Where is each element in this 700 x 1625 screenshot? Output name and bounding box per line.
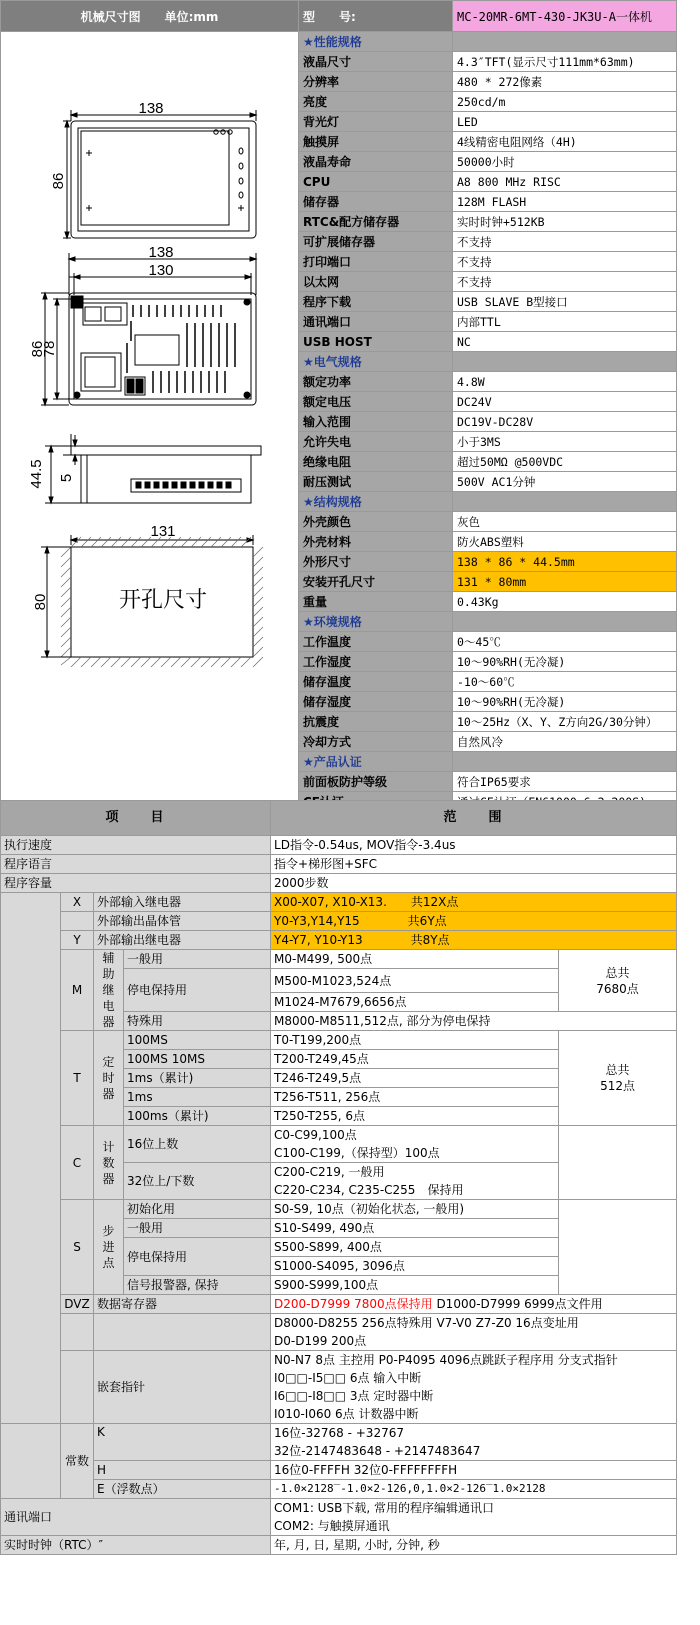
program-capacity-label: 程序容量 bbox=[1, 874, 271, 893]
m-total: 总共 7680点 bbox=[559, 950, 677, 1012]
spec-key: 工作温度 bbox=[299, 632, 453, 652]
drawing-header: 机械尺寸图 单位:mm bbox=[1, 1, 299, 32]
m3-value: M8000-M8511,512点, 部分为停电保持 bbox=[271, 1012, 677, 1031]
spec-value: DC19V-DC28V bbox=[453, 412, 677, 432]
nest-value-3: I6□□-I8□□ 3点 定时器中断 bbox=[271, 1387, 677, 1405]
e-value: -1.0×2128‾-1.0×2-126,0,1.0×2-126‾1.0×2128 bbox=[271, 1480, 677, 1499]
spec-value: USB SLAVE B型接口 bbox=[453, 292, 677, 312]
m-group bbox=[94, 950, 124, 1031]
t3-value: T246-T249,5点 bbox=[271, 1069, 559, 1088]
c1-value-2: C100-C199,（保持型）100点 bbox=[271, 1144, 559, 1163]
h-value: 16位0-FFFFH 32位0-FFFFFFFFH bbox=[271, 1461, 677, 1480]
e-code: E（浮数点） bbox=[94, 1480, 271, 1499]
spec-key: 外壳颜色 bbox=[299, 512, 453, 532]
s3-key: 停电保持用 bbox=[124, 1238, 271, 1276]
c-group bbox=[94, 1126, 124, 1200]
spec-value: 小于3MS bbox=[453, 432, 677, 452]
back-width-outer-dim: 138 bbox=[148, 244, 174, 261]
c2-value-2: C220-C234, C235-C255 保持用 bbox=[271, 1181, 559, 1200]
spec-section-filler bbox=[453, 492, 677, 512]
spec-key: 液晶寿命 bbox=[299, 152, 453, 172]
spec-value: 4线精密电阻网络（4H) bbox=[453, 132, 677, 152]
spec-key: 冷却方式 bbox=[299, 732, 453, 752]
spec-key: 前面板防护等级 bbox=[299, 772, 453, 792]
t4-value: T256-T511, 256点 bbox=[271, 1088, 559, 1107]
spec-value: 内部TTL bbox=[453, 312, 677, 332]
t1-value: T0-T199,200点 bbox=[271, 1031, 559, 1050]
spec-value: 实时时钟+512KB bbox=[453, 212, 677, 232]
nest-value-4: I010-I060 6点 计数器中断 bbox=[271, 1405, 677, 1424]
c-group-text: 计数器 bbox=[102, 1139, 115, 1186]
rtc-label: 实时时钟（RTC）″ bbox=[1, 1536, 271, 1555]
spec-section-title: ★电气规格 bbox=[299, 352, 453, 372]
c-code: C bbox=[61, 1126, 94, 1200]
s1-value: S0-S9, 10点（初始化状态, 一般用) bbox=[271, 1200, 559, 1219]
model-value: MC-20MR-6MT-430-JK3U-A一体机 bbox=[453, 1, 677, 32]
spec-value: -10～60℃ bbox=[453, 672, 677, 692]
nest-value-2: I0□□-I5□□ 6点 输入中断 bbox=[271, 1369, 677, 1387]
c2-key: 32位上/下数 bbox=[124, 1163, 271, 1200]
spec-value: 符合IP65要求 bbox=[453, 772, 677, 792]
spec-key: 储存温度 bbox=[299, 672, 453, 692]
h-code: H bbox=[94, 1461, 271, 1480]
t-total: 总共 512点 bbox=[559, 1031, 677, 1126]
c1-key: 16位上数 bbox=[124, 1126, 271, 1163]
m2-value-1: M500-M1023,524点 bbox=[271, 969, 559, 993]
exec-speed-value: LD指令-0.54us, MOV指令-3.4us bbox=[271, 836, 677, 855]
t5-key: 100ms（累计) bbox=[124, 1107, 271, 1126]
const-group-cell bbox=[1, 1424, 61, 1499]
comm-value-2: COM2: 与触摸屏通讯 bbox=[271, 1517, 677, 1536]
dvz-value-3: D0-D199 200点 bbox=[271, 1332, 677, 1351]
head-range: 范 围 bbox=[271, 801, 677, 836]
x-name: 外部输入继电器 bbox=[94, 893, 271, 912]
nest-name: 嵌套指针 bbox=[94, 1351, 271, 1424]
s3-value-1: S500-S899, 400点 bbox=[271, 1238, 559, 1257]
y-code: Y bbox=[61, 931, 94, 950]
spec-value: 不支持 bbox=[453, 232, 677, 252]
side-depth-dim: 44.5 bbox=[28, 459, 45, 489]
nest-value-1: N0-N7 8点 主控用 P0-P4095 4096点跳跃子程序用 分支式指针 bbox=[271, 1351, 677, 1370]
t1-key: 100MS bbox=[124, 1031, 271, 1050]
spec-key: 输入范围 bbox=[299, 412, 453, 432]
spec-value: 131 * 80mm bbox=[453, 572, 677, 592]
back-width-inner-dim: 130 bbox=[148, 262, 174, 279]
spec-value: A8 800 MHz RISC bbox=[453, 172, 677, 192]
spec-key: 触摸屏 bbox=[299, 132, 453, 152]
spec-value: 250cd/m bbox=[453, 92, 677, 112]
spec-section-title: ★环境规格 bbox=[299, 612, 453, 632]
t2-key: 100MS 10MS bbox=[124, 1050, 271, 1069]
t-group-text: 定时器 bbox=[102, 1055, 115, 1101]
spec-value: 10～90%RH(无冷凝) bbox=[453, 692, 677, 712]
spec-key: 亮度 bbox=[299, 92, 453, 112]
spec-section-title: ★结构规格 bbox=[299, 492, 453, 512]
spec-key: 额定功率 bbox=[299, 372, 453, 392]
k-value-2: 32位-2147483648 - +2147483647 bbox=[271, 1442, 677, 1461]
m-group-text: 辅助继电器 bbox=[102, 951, 115, 1029]
spec-section-filler bbox=[453, 352, 677, 372]
spec-key: 程序下载 bbox=[299, 292, 453, 312]
spec-value: DC24V bbox=[453, 392, 677, 412]
spec-key: 耐压测试 bbox=[299, 472, 453, 492]
model-label: 型 号: bbox=[299, 1, 453, 32]
spec-key: 储存湿度 bbox=[299, 692, 453, 712]
y-value: Y4-Y7, Y10-Y13 共8Y点 bbox=[271, 931, 677, 950]
spec-section-filler bbox=[453, 612, 677, 632]
t-code: T bbox=[61, 1031, 94, 1126]
spec-key: 以太网 bbox=[299, 272, 453, 292]
yt-value: Y0-Y3,Y14,Y15 共6Y点 bbox=[271, 912, 677, 931]
back-height-outer-dim: 86 bbox=[29, 340, 46, 358]
t5-value: T250-T255, 6点 bbox=[271, 1107, 559, 1126]
spec-key: 打印端口 bbox=[299, 252, 453, 272]
dvz-value-1 bbox=[271, 1295, 677, 1314]
back-height-inner-dim: 78 bbox=[41, 340, 58, 358]
k-value-1: 16位-32768 - +32767 bbox=[271, 1424, 677, 1443]
front-height-dim: 86 bbox=[50, 172, 67, 190]
t-group bbox=[94, 1031, 124, 1126]
cutout-height-dim: 80 bbox=[32, 593, 49, 611]
spec-value: 4.3″TFT(显示尺寸111mm*63mm) bbox=[453, 52, 677, 72]
comm-value-1: COM1: USB下载, 常用的程序编辑通讯口 bbox=[271, 1499, 677, 1518]
dvz-value-1-red: D200-D7999 7800点保持用 bbox=[274, 1297, 433, 1311]
dvz-name: 数据寄存器 bbox=[94, 1295, 271, 1314]
spec-value: 防火ABS塑料 bbox=[453, 532, 677, 552]
const-name: 常数 bbox=[61, 1424, 94, 1499]
spec-value: 138 * 86 * 44.5mm bbox=[453, 552, 677, 572]
s3-value-2: S1000-S4095, 3096点 bbox=[271, 1257, 559, 1276]
spec-key: 液晶尺寸 bbox=[299, 52, 453, 72]
c-total-cell bbox=[559, 1126, 677, 1200]
spec-key: 分辨率 bbox=[299, 72, 453, 92]
s-group-text: 步进点 bbox=[102, 1224, 115, 1270]
head-item: 项 目 bbox=[1, 801, 271, 836]
m1-value: M0-M499, 500点 bbox=[271, 950, 559, 969]
s1-key: 初始化用 bbox=[124, 1200, 271, 1219]
spec-value: 50000小时 bbox=[453, 152, 677, 172]
spec-value: 128M FLASH bbox=[453, 192, 677, 212]
nest-code bbox=[61, 1351, 94, 1424]
spec-section-title: ★产品认证 bbox=[299, 752, 453, 772]
t4-key: 1ms bbox=[124, 1088, 271, 1107]
spec-section-title: ★性能规格 bbox=[299, 32, 453, 52]
spec-value: NC bbox=[453, 332, 677, 352]
x-code: X bbox=[61, 893, 94, 912]
spec-value: 不支持 bbox=[453, 272, 677, 292]
spec-section-filler bbox=[453, 32, 677, 52]
yt-code bbox=[61, 912, 94, 931]
spec-key: 抗震度 bbox=[299, 712, 453, 732]
t2-value: T200-T249,45点 bbox=[271, 1050, 559, 1069]
m1-key: 一般用 bbox=[124, 950, 271, 969]
spec-key: 外壳材料 bbox=[299, 532, 453, 552]
spec-value: 4.8W bbox=[453, 372, 677, 392]
spec-value: 10～90%RH(无冷凝) bbox=[453, 652, 677, 672]
yt-name: 外部输出晶体管 bbox=[94, 912, 271, 931]
m3-key: 特殊用 bbox=[124, 1012, 271, 1031]
program-language-label: 程序语言 bbox=[1, 855, 271, 874]
spec-key: CPU bbox=[299, 172, 453, 192]
spec-key: 额定电压 bbox=[299, 392, 453, 412]
x-value: X00-X07, X10-X13. 共12X点 bbox=[271, 893, 677, 912]
spec-key: 背光灯 bbox=[299, 112, 453, 132]
m2-key: 停电保持用 bbox=[124, 969, 271, 1012]
front-width-dim: 138 bbox=[138, 100, 164, 117]
dvz-value-1-rest: D1000-D7999 6999点文件用 bbox=[432, 1297, 603, 1311]
spec-value: 超过50MΩ @500VDC bbox=[453, 452, 677, 472]
spec-key: 储存器 bbox=[299, 192, 453, 212]
program-capacity-value: 2000步数 bbox=[271, 874, 677, 893]
cutout-label: 开孔尺寸 bbox=[118, 587, 208, 612]
capability-table bbox=[0, 800, 677, 1555]
s4-key: 信号报警器, 保持 bbox=[124, 1276, 271, 1295]
exec-speed-label: 执行速度 bbox=[1, 836, 271, 855]
m2-value-2: M1024-M7679,6656点 bbox=[271, 993, 559, 1012]
spec-value: 10～25Hz（X、Y、Z方向2G/30分钟） bbox=[453, 712, 677, 732]
s2-key: 一般用 bbox=[124, 1219, 271, 1238]
s-total-cell bbox=[559, 1200, 677, 1295]
program-language-value: 指令+梯形图+SFC bbox=[271, 855, 677, 874]
front-view bbox=[63, 110, 256, 238]
k-code: K bbox=[94, 1424, 271, 1461]
y-name: 外部输出继电器 bbox=[94, 931, 271, 950]
spec-value: 灰色 bbox=[453, 512, 677, 532]
comm-label: 通讯端口 bbox=[1, 1499, 271, 1536]
spec-value: LED bbox=[453, 112, 677, 132]
spec-key: 外形尺寸 bbox=[299, 552, 453, 572]
c1-value-1: C0-C99,100点 bbox=[271, 1126, 559, 1145]
rtc-value: 年, 月, 日, 星期, 小时, 分钟, 秒 bbox=[271, 1536, 677, 1555]
dvz-empty-code bbox=[61, 1314, 94, 1351]
s-group bbox=[94, 1200, 124, 1295]
spec-key: 通讯端口 bbox=[299, 312, 453, 332]
c2-value-1: C200-C219, 一般用 bbox=[271, 1163, 559, 1182]
spec-value: 自然风冷 bbox=[453, 732, 677, 752]
spec-key: RTC&配方储存器 bbox=[299, 212, 453, 232]
cutout-width-dim: 131 bbox=[150, 523, 176, 540]
s2-value: S10-S499, 490点 bbox=[271, 1219, 559, 1238]
dvz-code: DVZ bbox=[61, 1295, 94, 1314]
t3-key: 1ms（累计) bbox=[124, 1069, 271, 1088]
spec-value: 不支持 bbox=[453, 252, 677, 272]
device-group-cell bbox=[1, 893, 61, 1424]
s4-value: S900-S999,100点 bbox=[271, 1276, 559, 1295]
dvz-value-2: D8000-D8255 256点特殊用 V7-V0 Z7-Z0 16点变址用 bbox=[271, 1314, 677, 1333]
spec-key: 绝缘电阻 bbox=[299, 452, 453, 472]
spec-key: 允许失电 bbox=[299, 432, 453, 452]
spec-key: 重量 bbox=[299, 592, 453, 612]
spec-value: 0～45℃ bbox=[453, 632, 677, 652]
spec-key: 工作湿度 bbox=[299, 652, 453, 672]
mechanical-drawing bbox=[1, 33, 297, 783]
side-view bbox=[45, 434, 261, 503]
m-code: M bbox=[61, 950, 94, 1031]
spec-value: 500V AC1分钟 bbox=[453, 472, 677, 492]
spec-value: 0.43Kg bbox=[453, 592, 677, 612]
spec-key: USB HOST bbox=[299, 332, 453, 352]
s-code: S bbox=[61, 1200, 94, 1295]
spec-section-filler bbox=[453, 752, 677, 772]
spec-key: 可扩展储存器 bbox=[299, 232, 453, 252]
side-step-dim: 5 bbox=[58, 473, 75, 483]
spec-value: 480 * 272像素 bbox=[453, 72, 677, 92]
spec-key: 安装开孔尺寸 bbox=[299, 572, 453, 592]
dvz-empty-name bbox=[94, 1314, 271, 1351]
